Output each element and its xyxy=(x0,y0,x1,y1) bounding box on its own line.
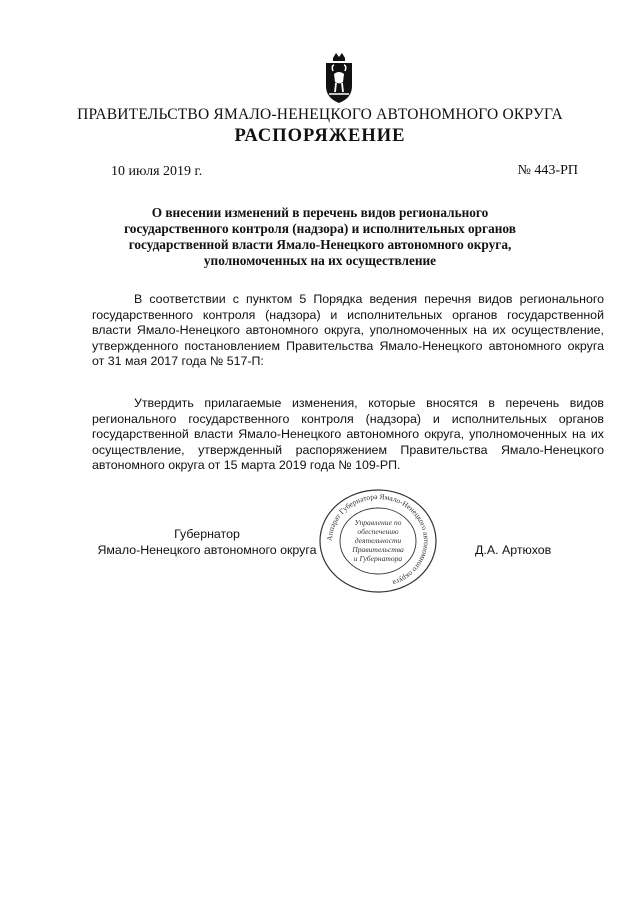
body-paragraph-2: Утвердить прилагаемые изменения, которые вносятся в перечень видов регионального государственного контроля (надзора) и исполнительных органов государственной власти Ямало-Ненецкого автономного округа, уполномоченных на их осуществление, утвержденный распоряжением Правительства Ямало-Ненецкого автономного округа от 15 марта 2019 года № 109-РП. xyxy=(92,396,604,473)
government-title: ПРАВИТЕЛЬСТВО ЯМАЛО-НЕНЕЦКОГО АВТОНОМНОГО ОКРУГА xyxy=(77,106,563,123)
stamp-outer-text: Аппарат Губернатора Ямало-Ненецкого автономного округа xyxy=(324,491,432,588)
stamp-line: деятельности xyxy=(354,536,402,545)
stamp-line: Правительства xyxy=(352,545,404,554)
signatory-title xyxy=(92,527,322,558)
signatory-title-line-2: Ямало-Ненецкого автономного округа xyxy=(97,542,317,557)
body-paragraph-1: В соответствии с пунктом 5 Порядка ведения перечня видов регионального государственного контроля (надзора) и исполнительных органов государственной власти Ямало-Ненецкого автономного округа, уполномоченных на их осуществление, утвержденного постановлением Правительства Ямало-Ненецкого автономного округа от 31 мая 2017 года № 517-П: xyxy=(92,292,604,369)
document-number: № 443-РП xyxy=(517,163,578,178)
document-date: 10 июля 2019 г. xyxy=(111,164,203,179)
signatory-name: Д.А. Артюхов xyxy=(475,543,552,557)
document-heading: О внесении изменений в перечень видов регионального государственного контроля (надзора) и исполнительных органов государственной власти Ямало-Ненецкого автономного округа, уполномоченных на их осуществление xyxy=(124,205,516,268)
document-type: РАСПОРЯЖЕНИЕ xyxy=(234,126,406,146)
stamp-line: обеспечению xyxy=(357,527,399,536)
stamp-line: Управление по xyxy=(354,518,402,527)
stamp-line: и Губернатора xyxy=(353,554,403,563)
signatory-title-line-1: Губернатор xyxy=(174,527,240,541)
coat-of-arms-icon xyxy=(322,52,356,104)
official-stamp xyxy=(316,487,440,595)
